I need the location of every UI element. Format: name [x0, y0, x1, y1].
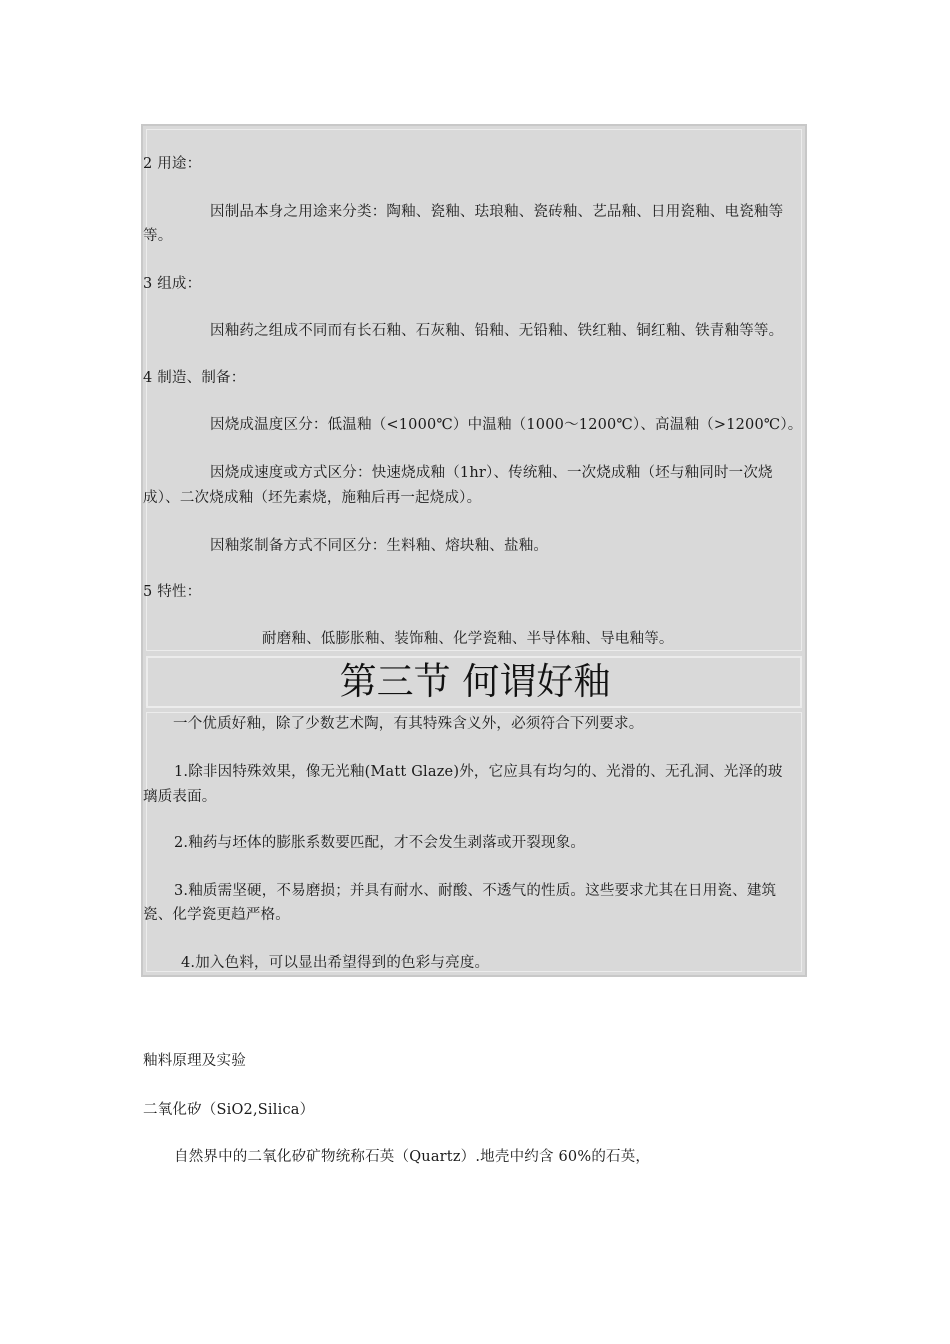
section3-title: 第三节 何谓好釉	[339, 660, 611, 703]
requirement-3-line1: 3.釉质需坚硬，不易磨损；并具有耐水、耐酸、不透气的性质。这些要求尤其在日用瓷、建筑	[174, 883, 777, 899]
composition-heading: 3 组成：	[143, 276, 202, 292]
lower-title: 釉料原理及实验	[143, 1053, 246, 1069]
requirement-4: 4.加入色料，可以显出希望得到的色彩与亮度。	[181, 955, 490, 971]
properties-heading: 5 特性：	[143, 584, 202, 600]
requirement-1-line2: 璃质表面。	[143, 789, 217, 805]
manufacture-heading: 4 制造、制备：	[143, 370, 246, 386]
lower-subtitle: 二氧化矽（SiO2,Silica）	[143, 1102, 315, 1118]
usage-text-line1: 因制品本身之用途来分类：陶釉、瓷釉、珐琅釉、瓷砖釉、艺品釉、日用瓷釉、电瓷釉等	[210, 204, 784, 220]
lower-text: 自然界中的二氧化矽矿物统称石英（Quartz）.地壳中约含 60%的石英，	[174, 1149, 651, 1165]
properties-text: 耐磨釉、低膨胀釉、装饰釉、化学瓷釉、半导体釉、导电釉等。	[262, 631, 674, 647]
requirement-2: 2.釉药与坯体的膨胀系数要匹配，才不会发生剥落或开裂现象。	[174, 835, 586, 851]
requirement-1-line1: 1.除非因特殊效果，像无光釉(Matt Glaze)外，它应具有均匀的、光滑的、无孔洞、光泽的玻	[174, 764, 783, 780]
usage-text-line2: 等。	[143, 228, 173, 244]
manufacture-speed-line1: 因烧成速度或方式区分：快速烧成釉（1hr）、传统釉、一次烧成釉（坯与釉同时一次烧	[210, 465, 773, 481]
manufacture-temp-text: 因烧成温度区分：低温釉（<1000℃）中温釉（1000～1200℃）、高温釉（>1200℃）。	[210, 417, 803, 433]
requirement-3-line2: 瓷、化学瓷更趋严格。	[143, 907, 290, 923]
manufacture-speed-line2: 成）、二次烧成釉（坯先素烧，施釉后再一起烧成）。	[143, 490, 482, 506]
manufacture-slurry-text: 因釉浆制备方式不同区分：生料釉、熔块釉、盐釉。	[210, 538, 549, 554]
section3-intro: 一个优质好釉，除了少数艺术陶，有其特殊含义外，必须符合下列要求。	[173, 716, 644, 732]
composition-text: 因釉药之组成不同而有长石釉、石灰釉、铅釉、无铅釉、铁红釉、铜红釉、铁青釉等等。	[210, 323, 784, 339]
usage-heading: 2 用途：	[143, 156, 202, 172]
